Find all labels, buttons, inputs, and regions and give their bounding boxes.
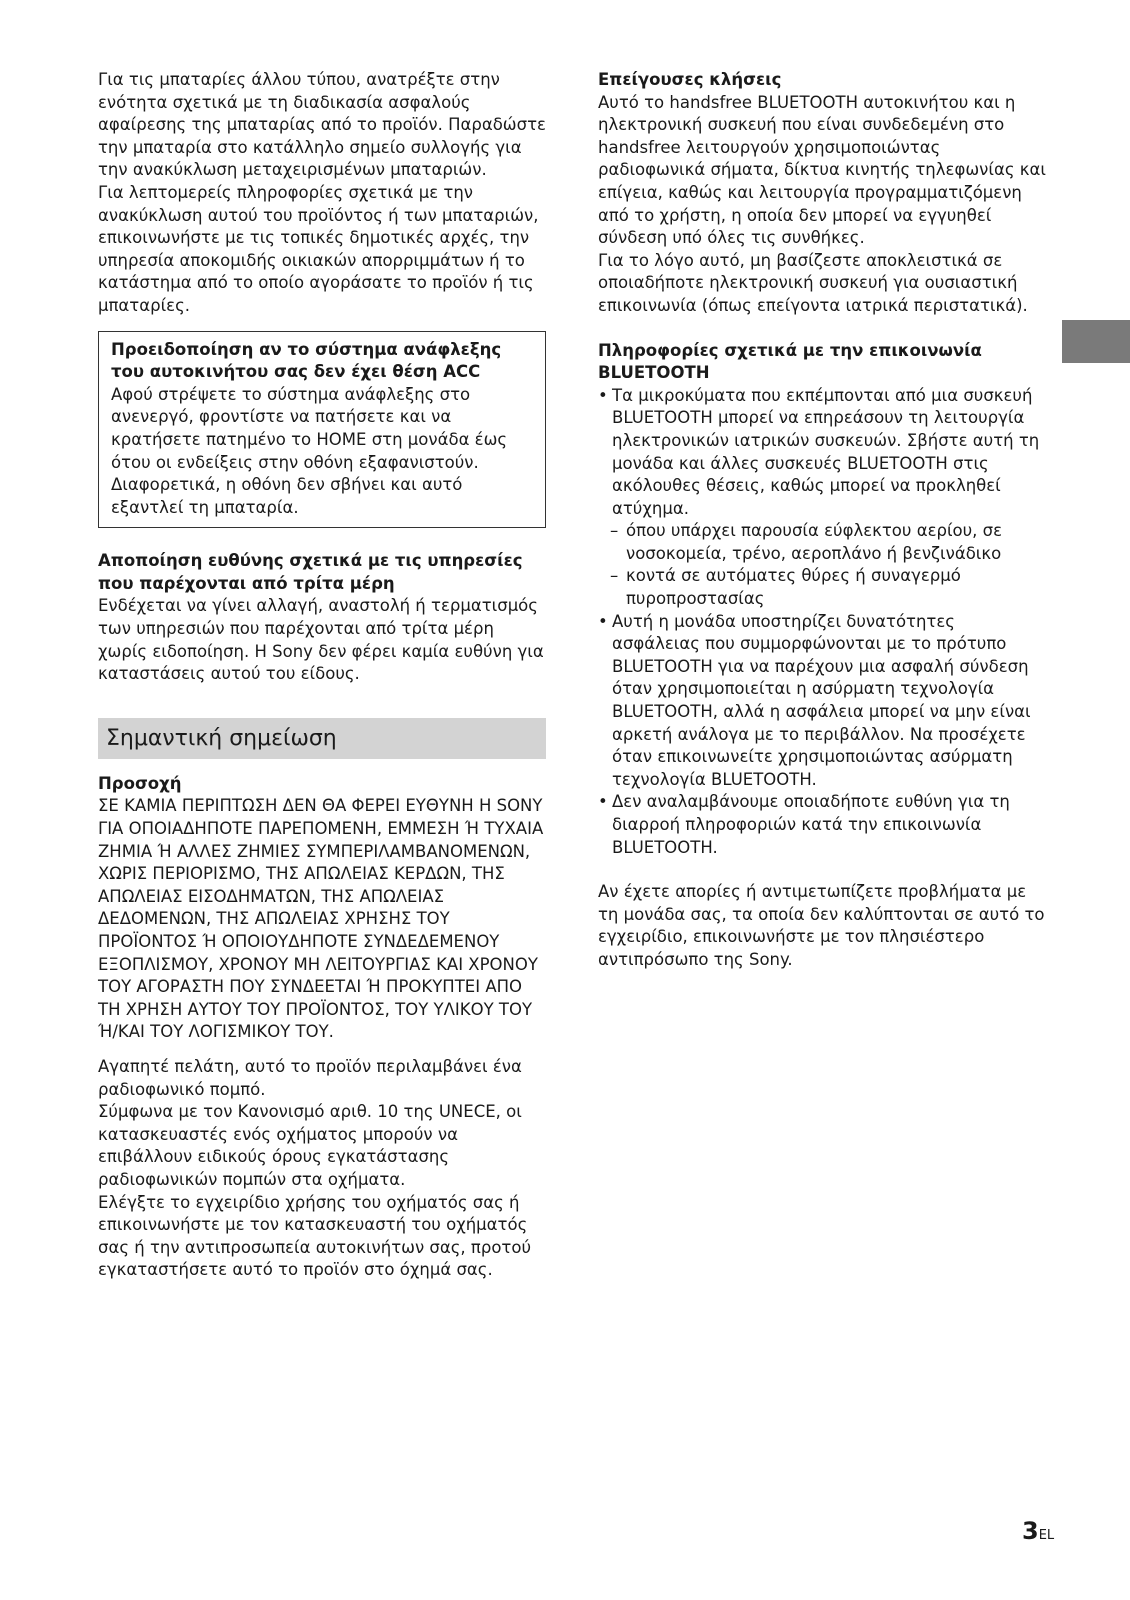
emergency-paragraph-1: Αυτό το handsfree BLUETOOTH αυτοκινήτου και η ηλεκτρονική συσκευή που είναι συνδεδεμένη στο handsfree λειτουργούν χρησιμοποιώντας ραδιοφωνικά σήματα, δίκτυα κινητής τηλεφωνίας και επίγεια, καθώς και λειτουργία προγραμματιζόμενη από το χρήστη, η οποία δεν μπορεί να εγγυηθεί σύνδεση υπό όλες τις συνθήκες. (598, 92, 1046, 248)
bullet-text: Δεν αναλαμβάνουμε οποιαδήποτε ευθύνη για τη διαρροή πληροφοριών κατά την επικοινωνία BLUETOOTH. (612, 792, 1010, 857)
list-item (598, 385, 1046, 611)
left-column (98, 69, 546, 1282)
bullet-text: Τα μικροκύματα που εκπέμπονται από μια συσκευή BLUETOOTH μπορεί να επηρεάσουν τη λειτουργία ηλεκτρονικών ιατρικών συσκευών. Σβήστε αυτή τη μονάδα και άλλες συσκευές BLUETOOTH στις ακόλουθες θέσεις, καθώς μπορεί να προκληθεί ατύχημα. (612, 385, 1040, 518)
page-language-code: EL (1038, 1528, 1055, 1543)
list-item (598, 565, 1046, 610)
list-item (598, 520, 1046, 565)
caution-text: ΣΕ ΚΑΜΙΑ ΠΕΡΙΠΤΩΣΗ ΔΕΝ ΘΑ ΦΕΡΕΙ ΕΥΘΥΝΗ Η SONY ΓΙΑ ΟΠΟΙΑΔΗΠΟΤΕ ΠΑΡΕΠΟΜΕΝΗ, ΕΜΜΕΣΗ Ή ΤΥΧΑΙΑ ΖΗΜΙΑ Ή ΑΛΛΕΣ ΖΗΜΙΕΣ ΣΥΜΠΕΡΙΛΑΜΒΑΝΟΜΕΝΩΝ, ΧΩΡΙΣ ΠΕΡΙΟΡΙΣΜΟ, ΤΗΣ ΑΠΩΛΕΙΑΣ ΚΕΡΔΩΝ, ΤΗΣ ΑΠΩΛΕΙΑΣ ΕΙΣΟΔΗΜΑΤΩΝ, ΤΗΣ ΑΠΩΛΕΙΑΣ ΔΕΔΟΜΕΝΩΝ, ΤΗΣ ΑΠΩΛΕΙΑΣ ΧΡΗΣΗΣ ΤΟΥ ΠΡΟΪΟΝΤΟΣ Ή ΟΠΟΙΟΥΔΗΠΟΤΕ ΣΥΝΔΕΔΕΜΕΝΟΥ ΕΞΟΠΛΙΣΜΟΥ, ΧΡΟΝΟΥ ΜΗ ΛΕΙΤΟΥΡΓΙΑΣ ΚΑΙ ΧΡΟΝΟΥ ΤΟΥ ΑΓΟΡΑΣΤΗ ΠΟΥ ΣΥΝΔΕΕΤΑΙ Ή ΠΡΟΚΥΠΤΕΙ ΑΠΟ ΤΗ ΧΡΗΣΗ ΑΥΤΟΥ ΤΟΥ ΠΡΟΪΟΝΤΟΣ, ΤΟΥ ΥΛΙΚΟΥ ΤΟΥ Ή/ΚΑΙ ΤΟΥ ΛΟΓΙΣΜΙΚΟΥ ΤΟΥ. (98, 796, 544, 1042)
page-number-value: 3 (1022, 1517, 1039, 1545)
radio-paragraph-2: Σύμφωνα με τον Κανονισμό αριθ. 10 της UNECE, οι κατασκευαστές ενός οχήματος μπορούν να επιβάλλουν ειδικούς όρους εγκατάστασης ραδιοφωνικών πομπών στα οχήματα. (98, 1102, 522, 1189)
section-title: Σημαντική σημείωση (106, 725, 337, 751)
section-tab-marker (1062, 320, 1130, 363)
third-party-text: Ενδέχεται να γίνει αλλαγή, αναστολή ή τερματισμός των υπηρεσιών που παρέχονται από τρίτα μέρη χωρίς ειδοποίηση. Η Sony δεν φέρει καμία ευθύνη για καταστάσεις αυτού του είδους. (98, 596, 544, 684)
page-number (1022, 1516, 1054, 1551)
acc-warning-text: Αφού στρέψετε το σύστημα ανάφλεξης στο ανενεργό, φροντίστε να πατήσετε και να κρατήσετε πατημένο το HOME στη μονάδα έως ότου οι ενδείξεις στην οθόνη εξαφανιστούν. Διαφορετικά, η οθόνη δεν σβήνει και αυτό εξαντλεί τη μπαταρία. (111, 384, 508, 517)
emergency-calls-heading: Επείγουσες κλήσεις (598, 70, 782, 89)
bluetooth-info-heading: Πληροφορίες σχετικά με την επικοινωνία BLUETOOTH (598, 340, 982, 383)
section-title-bar (98, 718, 546, 759)
right-column (598, 69, 1046, 972)
list-item (598, 791, 1046, 859)
third-party-heading: Αποποίηση ευθύνης σχετικά με τις υπηρεσίες που παρέχονται από τρίτα μέρη (98, 551, 523, 593)
battery-paragraph-2: Για λεπτομερείς πληροφορίες σχετικά με την ανακύκλωση αυτού του προϊόντος ή των μπαταριών, επικοινωνήστε με τις τοπικές δημοτικές αρχές, την υπηρεσία αποκομιδής οικιακών απορριμμάτων ή το κατάστημα από το οποίο αγοράσατε το προϊόν ή τις μπαταρίες. (98, 182, 539, 315)
dash-text: όπου υπάρχει παρουσία εύφλεκτου αερίου, σε νοσοκομεία, τρένο, αεροπλάνο ή βενζινάδικο (626, 521, 1003, 563)
acc-warning-box (98, 331, 546, 529)
battery-paragraph-1: Για τις μπαταρίες άλλου τύπου, ανατρέξτε στην ενότητα σχετικά με τη διαδικασία ασφαλούς αφαίρεσης της μπαταρίας από το προϊόν. Παραδώστε την μπαταρία στο κατάλληλο σημείο συλλογής για την ανακύκλωση μεταχειρισμένων μπαταριών. (98, 70, 546, 180)
emergency-paragraph-2: Για το λόγο αυτό, μη βασίζεστε αποκλειστικά σε οποιαδήποτε ηλεκτρονική συσκευή για ουσιαστική επικοινωνία (όπως επείγοντα ιατρικά περιστατικά). (598, 250, 1028, 315)
bullet-text: Αυτή η μονάδα υποστηρίζει δυνατότητες ασφάλειας που συμμορφώνονται με το πρότυπο BLUETOOTH για να παρέχουν μια ασφαλή σύνδεση όταν χρησιμοποιείται η ασύρματη τεχνολογία BLUETOOTH, αλλά η ασφάλεια μπορεί να μην είναι αρκετή ανάλογα με το περιβάλλον. Να προσέχετε όταν επικοινωνείτε χρησιμοποιώντας ασύρματη τεχνολογία BLUETOOTH. (612, 611, 1031, 789)
list-item (598, 611, 1046, 792)
bluetooth-bullet-list (598, 385, 1046, 859)
radio-paragraph-1: Αγαπητέ πελάτη, αυτό το προϊόν περιλαμβάνει ένα ραδιοφωνικό πομπό. (98, 1056, 522, 1099)
dash-text: κοντά σε αυτόματες θύρες ή συναγερμό πυροπροστασίας (626, 566, 961, 609)
closing-paragraph: Αν έχετε απορίες ή αντιμετωπίζετε προβλήματα με τη μονάδα σας, τα οποία δεν καλύπτονται σε αυτό το εγχειρίδιο, επικοινωνήστε με τον πλησιέστερο αντιπρόσωπο της Sony. (598, 882, 1045, 969)
radio-paragraph-3: Ελέγξτε το εγχειρίδιο χρήσης του οχήματός σας ή επικοινωνήστε με τον κατασκευαστή του οχήματός σας ή την αντιπροσωπεία αυτοκινήτων σας, προτού εγκαταστήσετε αυτό το προϊόν στο όχημά σας. (98, 1192, 531, 1280)
caution-heading: Προσοχή (98, 773, 182, 793)
acc-warning-heading: Προειδοποίηση αν το σύστημα ανάφλεξης του αυτοκινήτου σας δεν έχει θέση ACC (111, 339, 502, 382)
dash-list (598, 520, 1046, 610)
